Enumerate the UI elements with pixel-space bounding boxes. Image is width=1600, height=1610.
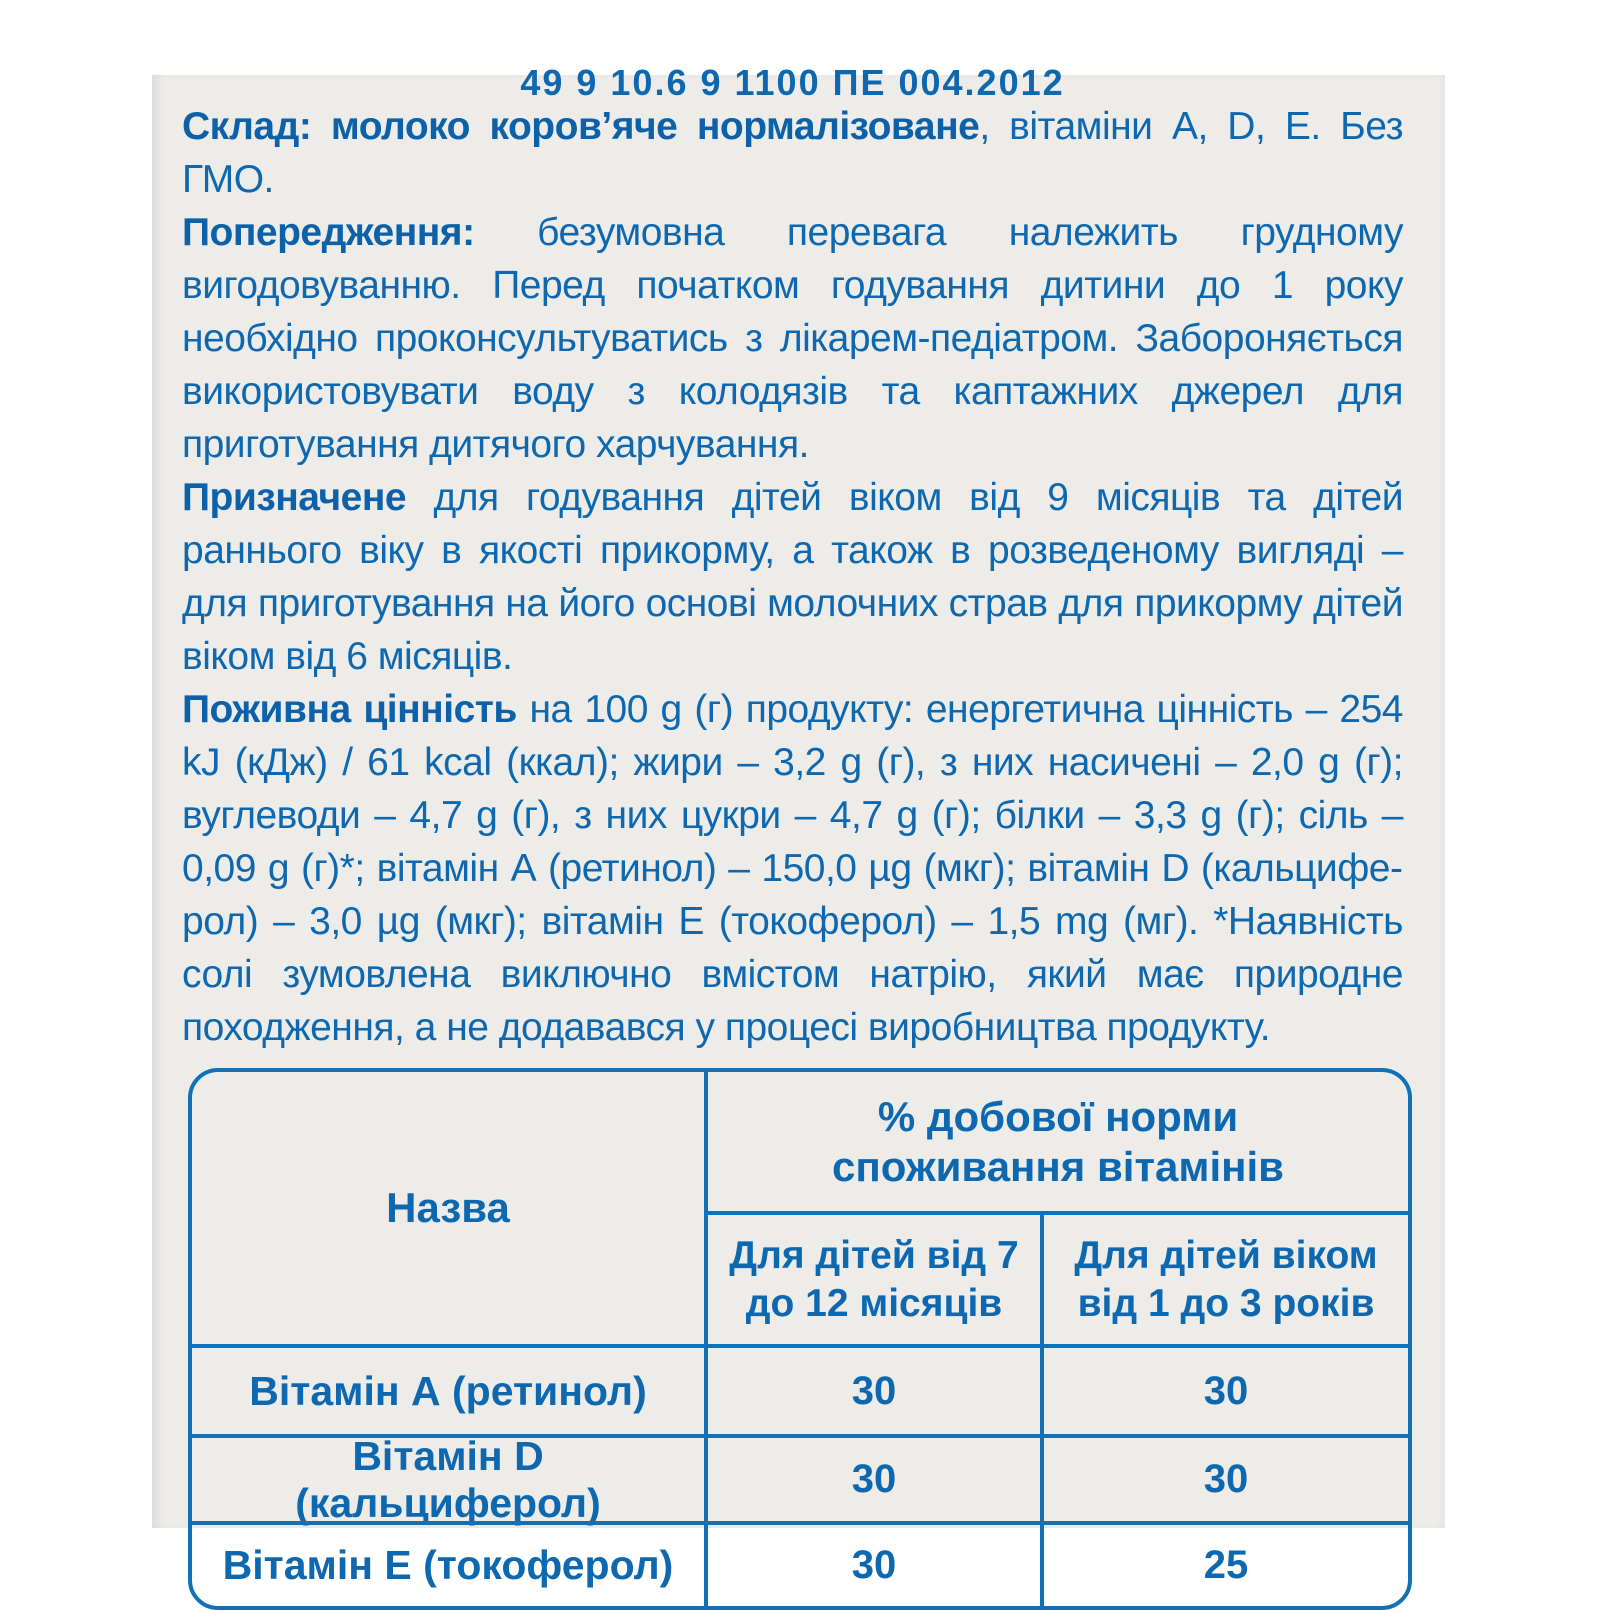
nutrition-lead: Поживна цінність: [182, 688, 530, 731]
purpose-lead: Призначене: [182, 476, 434, 519]
row-vitamin-a-value-7-12: 30: [704, 1344, 1040, 1434]
clipped-top-line: [182, 62, 1403, 103]
composition-text: , вітаміни А, D, Е. Без ГМО.: [182, 105, 1403, 201]
purpose-text: для годування дітей віком від 9 місяців та дітей раннього віку в якості прикорму, а також в розведеному вигляді – для приготування на його основі молочних страв для прикорму дітей віком від 6 місяців.: [182, 476, 1403, 678]
table-subheader-age-1-3: Для дітей віком від 1 до 3 років: [1040, 1211, 1408, 1344]
composition-paragraph: [182, 100, 1403, 206]
nutrition-text: на 100 g (г) продукту: енергетична цінність – 254 kJ (кДж) / 61 kcal (ккал); жири – 3,2 g (г), з них насичені – 2,0 g (г); вуглеводи – 4,7 g (г), з них цукри – 4,7 g (г); білки – 3,3 g (г); сіль – 0,09 g (г)*; вітамін А (ретинол) – 150,0 µg (мкг); вітамін D (кальциферол) – 3,0 µg (мкг); вітамін Е (токоферол) – 1,5 mg (мг). *Наявність солі зумовлена виключно вмістом натрію, який має природне походження, а не додавався у процесі виробництва продукту.: [182, 688, 1403, 1049]
row-vitamin-a-name: Вітамін А (ретинол): [192, 1344, 704, 1434]
row-vitamin-d-value-1-3: 30: [1040, 1434, 1408, 1521]
row-vitamin-d-name: Вітамін D (кальциферол): [192, 1434, 704, 1521]
table-subheader-age-7-12: Для дітей від 7 до 12 місяців: [704, 1211, 1040, 1344]
row-vitamin-e-name: Вітамін Е (токоферол): [192, 1521, 704, 1606]
composition-lead: Склад: молоко коров’яче нормалізоване: [182, 105, 980, 148]
row-vitamin-e-value-7-12: 30: [704, 1521, 1040, 1606]
clipped-top-line-text: 49 9 10.6 9 1100 ПЕ 004.2012: [520, 62, 1065, 103]
warning-paragraph: [182, 206, 1403, 471]
purpose-paragraph: [182, 471, 1403, 683]
nutrition-paragraph: [182, 683, 1403, 1054]
product-label-card: [152, 62, 1445, 1588]
row-vitamin-e-value-1-3: 25: [1040, 1521, 1408, 1606]
row-vitamin-a-value-1-3: 30: [1040, 1344, 1408, 1434]
table-header-daily-norm-group: % добової норми споживання вітамінів: [704, 1072, 1408, 1211]
row-vitamin-d-value-7-12: 30: [704, 1434, 1040, 1521]
table-header-name: Назва: [386, 1184, 510, 1231]
warning-lead: Попередження:: [182, 211, 538, 254]
vitamins-daily-norm-table: [188, 1068, 1412, 1610]
warning-text: безумовна перевага належить грудному вигодовуванню. Перед початком годування дитини до 1 року необхідно проконсультуватись з лікарем-педіатром. Забороняється використовувати воду з колодязів та каптажних джерел для приготування дитячого харчування.: [182, 211, 1403, 466]
